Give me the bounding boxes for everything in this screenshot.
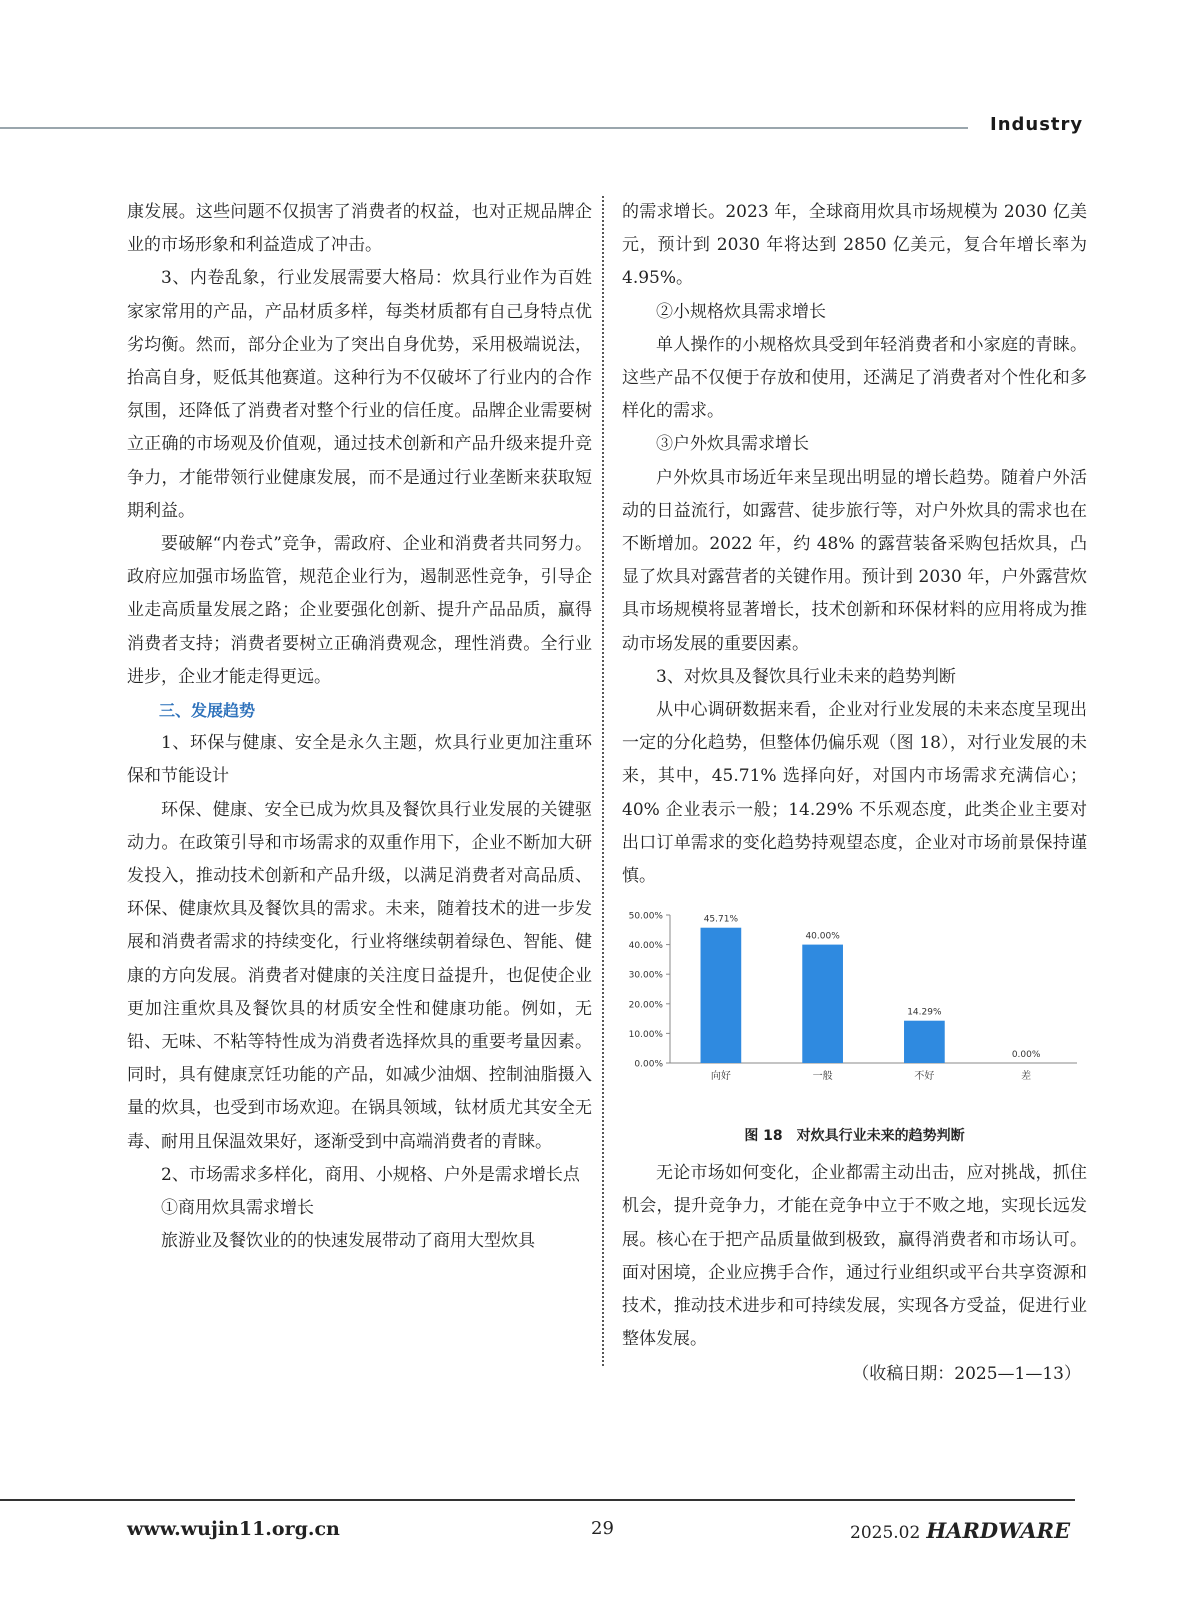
subheading: 2、市场需求多样化，商用、小规格、户外是需求增长点 <box>161 1164 580 1185</box>
x-category-label: 差 <box>1021 1071 1032 1083</box>
x-category-label: 不好 <box>914 1071 935 1083</box>
paragraph: 户外炊具市场近年来呈现出明显的增长趋势。随着户外活动的日益流行，如露营、徒步旅行等，对户外炊具的需求也在不断增加。2022 年，约 48% 的露营装备采购包括炊具，凸显了炊具对露营者的关键作用。预计到 2030 年，户外露营炊具市场规模将显著增长，技术创新和环保材料的应用将成为推动市场发展的重要因素。 <box>622 467 1087 654</box>
paragraph: 要破解“内卷式”竞争，需政府、企业和消费者共同努力。政府应加强市场监管，规范企业行为，遏制恶性竞争，引导企业走高质量发展之路；企业要强化创新、提升产品品质，赢得消费者支持；消费者要树立正确消费观念，理性消费。全行业进步，企业才能走得更远。 <box>127 534 592 687</box>
paragraph: 康发展。这些问题不仅损害了消费者的权益，也对正规品牌企业的市场形象和利益造成了冲击。 <box>127 202 592 256</box>
paragraph: 无论市场如何变化，企业都需主动出击，应对挑战，抓住机会，提升竞争力，才能在竞争中立于不败之地，实现长远发展。核心在于把产品质量做到极致，赢得消费者和市场认可。面对困境，企业应携手合作，通过行业组织或平台共享资源和技术，推动技术进步和可持续发展，实现各方受益，促进行业整体发展。 <box>622 1163 1087 1350</box>
y-tick-label: 30.00% <box>628 970 663 981</box>
y-tick-label: 0.00% <box>634 1059 663 1070</box>
subheading: ②小规格炊具需求增长 <box>656 301 826 322</box>
x-category-label: 一般 <box>812 1071 833 1083</box>
data-label: 14.29% <box>907 1007 942 1018</box>
paragraph: 单人操作的小规格炊具受到年轻消费者和小家庭的青睐。这些产品不仅便于存放和使用，还满足了消费者对个性化和多样化的需求。 <box>622 334 1087 422</box>
subheading: 3、对炊具及餐饮具行业未来的趋势判断 <box>656 666 956 687</box>
footer-rule <box>0 1499 1075 1501</box>
y-tick-label: 10.00% <box>628 1030 663 1041</box>
paragraph: 从中心调研数据来看，企业对行业发展的未来态度呈现出一定的分化趋势，但整体仍偏乐观（图 18），对行业发展的未来，其中，45.71% 选择向好，对国内市场需求充满信心；40% 企业表示一般；14.29% 不乐观态度，此类企业主要对出口订单需求的变化趋势持观望态度，企业对市场前景保持谨慎。 <box>622 700 1087 887</box>
paragraph: 旅游业及餐饮业的的快速发展带动了商用大型炊具 <box>161 1231 535 1252</box>
data-label: 45.71% <box>703 914 739 925</box>
figure-caption: 图 18 对炊具行业未来的趋势判断 <box>744 1128 965 1145</box>
bar <box>802 945 843 1063</box>
left-column <box>127 196 592 1259</box>
data-label: 40.00% <box>805 931 840 942</box>
y-tick-label: 40.00% <box>628 941 663 952</box>
data-label: 0.00% <box>1011 1050 1041 1061</box>
subheading: 1、环保与健康、安全是永久主题，炊具行业更加注重环保和节能设计 <box>127 733 592 787</box>
page-number: 29 <box>591 1518 614 1539</box>
header-rule <box>0 127 968 129</box>
magazine-name: HARDWARE <box>926 1518 1071 1543</box>
y-tick-label: 20.00% <box>628 1000 663 1011</box>
subheading: ③户外炊具需求增长 <box>656 434 809 455</box>
section-heading: 三、发展趋势 <box>159 701 256 721</box>
bar <box>904 1021 945 1063</box>
x-category-label: 向好 <box>710 1071 731 1083</box>
right-column <box>622 196 1087 1392</box>
subheading: ①商用炊具需求增长 <box>161 1198 314 1219</box>
figure-18-chart <box>622 901 1087 1121</box>
paragraph: 3、内卷乱象，行业发展需要大格局：炊具行业作为百姓家家常用的产品，产品材质多样，每类材质都有自己身特点优劣均衡。然而，部分企业为了突出自身优势，采用极端说法，抬高自身，贬低其他赛道。这种行为不仅破坏了行业内的合作氛围，还降低了消费者对整个行业的信任度。品牌企业需要树立正确的市场观及价值观，通过技术创新和产品升级来提升竞争力，才能带领行业健康发展，而不是通过行业垄断来获取短期利益。 <box>127 268 592 521</box>
footer-url: www.wujin11.org.cn <box>127 1518 340 1540</box>
column-divider <box>602 196 604 1366</box>
footer-issue <box>850 1518 1070 1543</box>
section-label: Industry <box>990 114 1084 135</box>
y-tick-label: 50.00% <box>628 911 663 922</box>
bar-chart-svg <box>622 901 1087 1121</box>
paragraph: 的需求增长。2023 年，全球商用炊具市场规模为 2030 亿美元，预计到 2030 年将达到 2850 亿美元，复合年增长率为 4.95%。 <box>622 202 1087 289</box>
paragraph: 环保、健康、安全已成为炊具及餐饮具行业发展的关键驱动力。在政策引导和市场需求的双重作用下，企业不断加大研发投入，推动技术创新和产品升级，以满足消费者对高品质、环保、健康炊具及餐饮具的需求。未来，随着技术的进一步发展和消费者需求的持续变化，行业将继续朝着绿色、智能、健康的方向发展。消费者对健康的关注度日益提升，也促使企业更加注重炊具及餐饮具的材质安全性和健康功能。例如，无铅、无味、不粘等特性成为消费者选择炊具的重要考量因素。同时，具有健康烹饪功能的产品，如减少油烟、控制油脂摄入量的炊具，也受到市场欢迎。在锅具领域，钛材质尤其安全无毒、耐用且保温效果好，逐渐受到中高端消费者的青睐。 <box>127 799 592 1152</box>
received-date: （收稿日期：2025—1—13） <box>852 1364 1081 1385</box>
bar <box>701 928 742 1063</box>
issue-number: 2025.02 <box>850 1523 921 1543</box>
